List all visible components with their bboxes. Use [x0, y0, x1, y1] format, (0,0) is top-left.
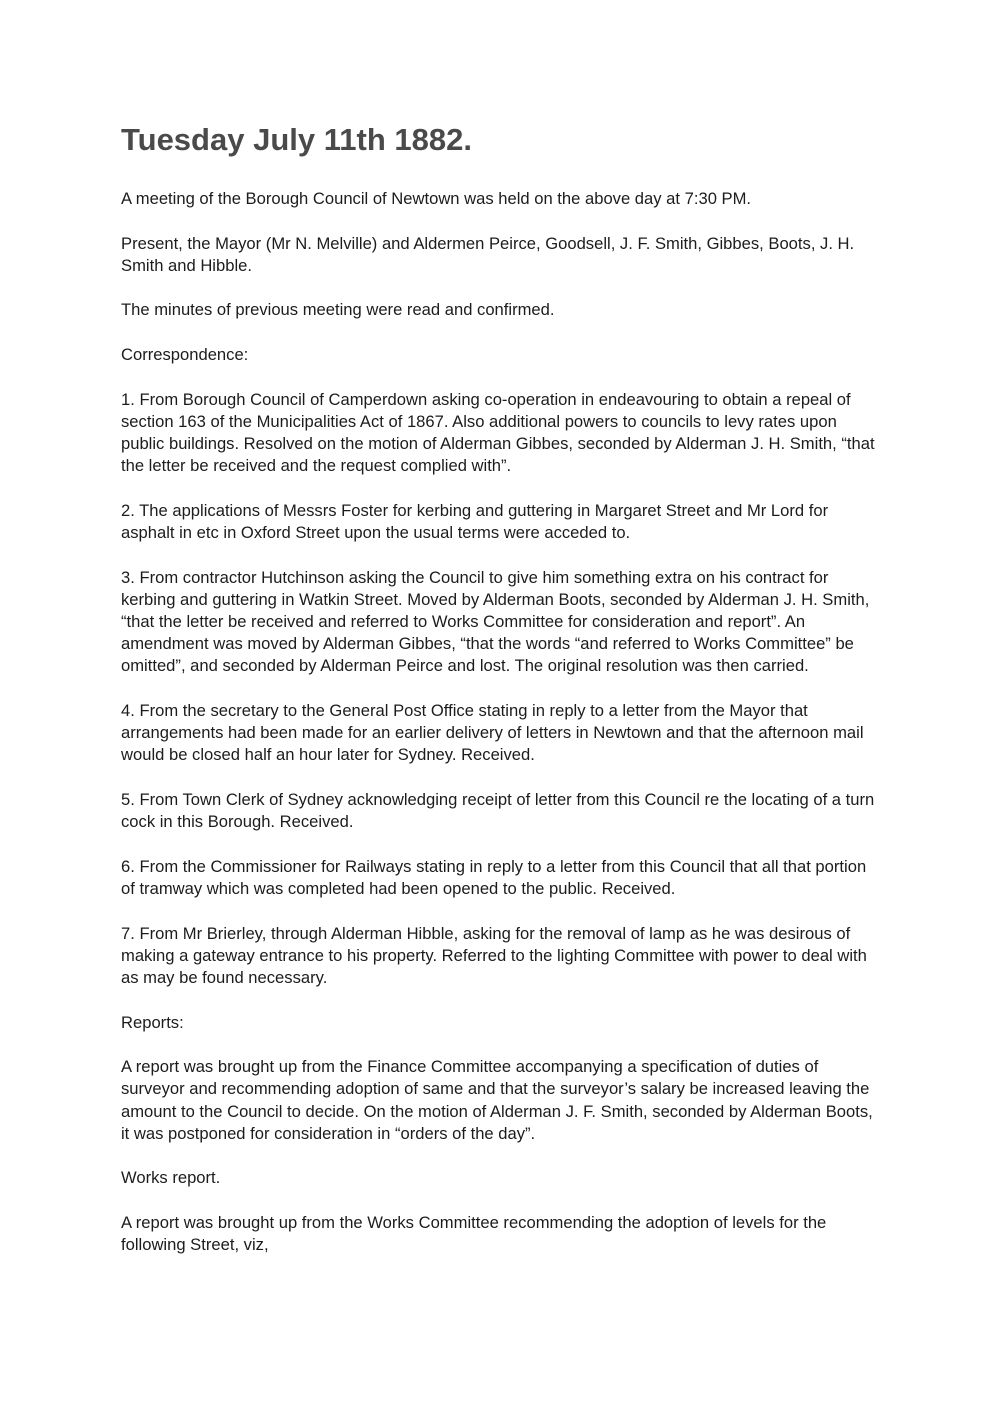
finance-committee-report: A report was brought up from the Finance Committee accompanying a specification of duties of surveyor and recommending adoption of same and that the surveyor’s salary be increased leaving the amount to the Council to decide. On the motion of Alderman J. F. Smith, seconded by Alderman Boots, it was postponed for consideration in “orders of the day”. [121, 1057, 873, 1143]
correspondence-item-6: 6. From the Commissioner for Railways stating in reply to a letter from this Council that all that portion of tramway which was completed had been opened to the public. Received. [121, 856, 867, 898]
paragraph-meeting-intro: A meeting of the Borough Council of Newtown was held on the above day at 7:30 PM. [121, 189, 752, 208]
correspondence-item-2: 2. The applications of Messrs Foster for kerbing and guttering in Margaret Street and Mr Lord for asphalt in etc in Oxford Street upon the usual terms were acceded to. [121, 500, 829, 542]
correspondence-item-7: 7. From Mr Brierley, through Alderman Hibble, asking for the removal of lamp as he was desirous of making a gateway entrance to his property. Referred to the lighting Committee with power to deal with as may be found necessary. [121, 923, 867, 987]
correspondence-item-4: 4. From the secretary to the General Post Office stating in reply to a letter from the Mayor that arrangements had been made for an earlier delivery of letters in Newtown and that the afternoon mail would be closed half an hour later for Sydney. Received. [121, 700, 864, 765]
correspondence-item-3: 3. From contractor Hutchinson asking the Council to give him something extra on his contract for kerbing and guttering in Watkin Street. Moved by Alderman Boots, seconded by Alderman J. H. Smith, “that the letter be received and referred to Works Committee for consideration and report”. An amendment was moved by Alderman Gibbes, “that the words “and referred to Works Committee” be omitted”, and seconded by Alderman Peirce and lost. The original resolution was then carried. [121, 567, 870, 676]
correspondence-item-5: 5. From Town Clerk of Sydney acknowledging receipt of letter from this Council re the locating of a turn cock in this Borough. Received. [121, 789, 875, 832]
works-committee-report: A report was brought up from the Works Committee recommending the adoption of levels for the following Street, viz, [121, 1212, 827, 1255]
page-title: Tuesday July 11th 1882. [121, 122, 472, 157]
section-heading-works-report: Works report. [121, 1168, 221, 1188]
section-heading-reports: Reports: [121, 1012, 184, 1032]
section-heading-correspondence: Correspondence: [121, 344, 249, 364]
document-page [121, 118, 881, 1279]
paragraph-minutes: The minutes of previous meeting were read and confirmed. [121, 300, 555, 320]
correspondence-item-1: 1. From Borough Council of Camperdown asking co-operation in endeavouring to obtain a repeal of section 163 of the Municipalities Act of 1867. Also additional powers to councils to levy rates upon public buildings. Resolved on the motion of Alderman Gibbes, seconded by Alderman J. H. Smith, “that the letter be received and the request complied with”. [121, 389, 875, 476]
paragraph-present: Present, the Mayor (Mr N. Melville) and Aldermen Peirce, Goodsell, J. F. Smith, Gibbes, Boots, J. H. Smith and Hibble. [121, 233, 855, 275]
